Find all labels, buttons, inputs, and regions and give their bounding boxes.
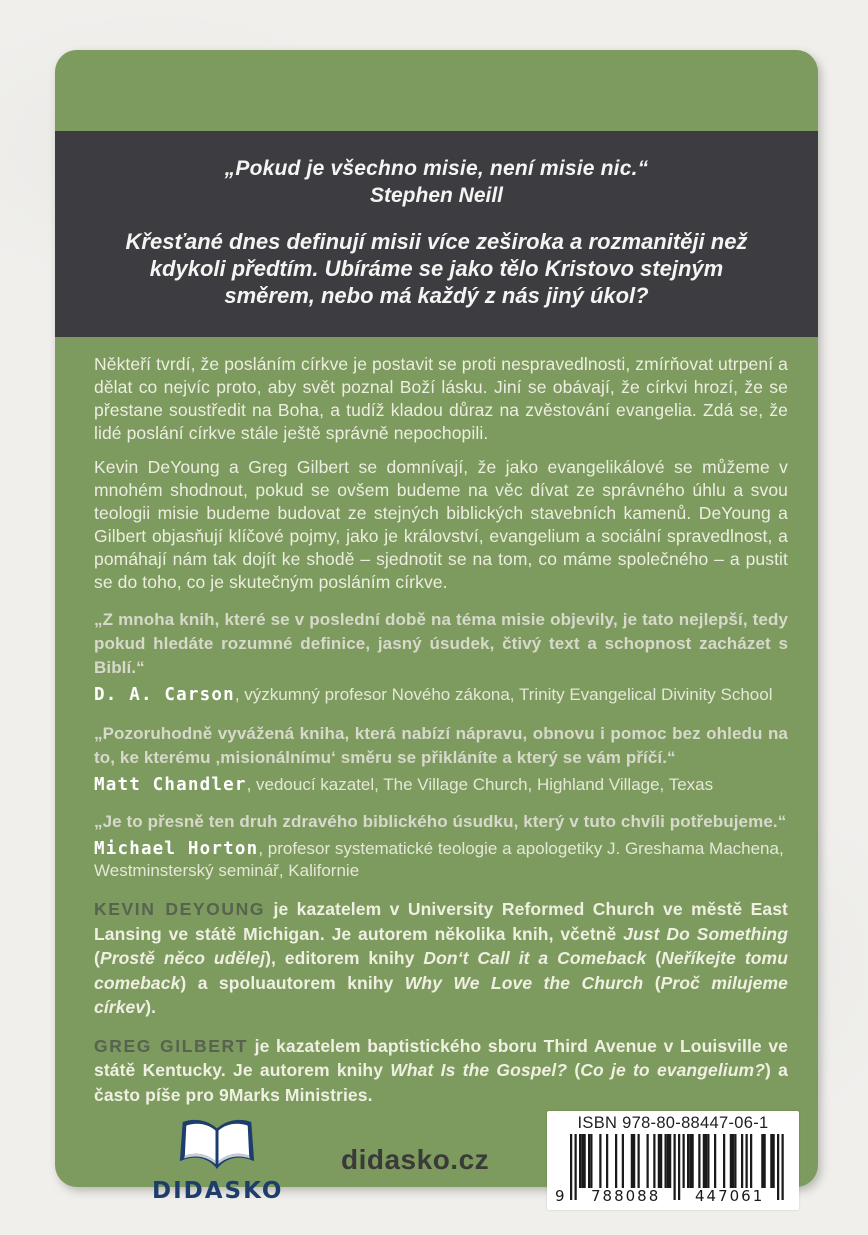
ean-barcode <box>555 1134 791 1206</box>
endorser-name: Matt Chandler <box>94 775 247 795</box>
barcode-digit-group: 788088 <box>591 1187 661 1205</box>
synopsis-paragraph-1: Někteří tvrdí, že posláním církve je postavit se proti nespravedlnosti, zmírňovat utrpení a dělat co nejvíc proto, aby svět poznal Boží lásku. Jiní se obávají, že církvi hrozí, že se přestane soustředit na Boha, a tudíž kladou důraz na zvěstování evangelia. Zdá se, že lidé poslání církve stále ještě správně nepochopili. <box>94 354 788 443</box>
author-bio-text: je kazatelem v University Reformed Church ve městě East Lansing ve státě Michigan. Je autorem několika knih, včetně Just Do Something (Prostě něco udělej), editorem knihy Don‘t Call it a Comeback (Neříkejte tomu comeback) a spoluautorem knihy Why We Love the Church (Proč milujeme církev). <box>94 899 788 1017</box>
author-bio-deyoung <box>94 897 788 1020</box>
endorsement-carson <box>94 608 788 706</box>
publisher-website: didasko.cz <box>341 1144 490 1175</box>
endorser-title: , výzkumný profesor Nového zákona, Trinity Evangelical Divinity School <box>234 685 773 704</box>
tagline-line: kdykoli předtím. Ubíráme se jako tělo Kristovo stejným <box>149 256 724 281</box>
endorsement-horton <box>94 810 788 882</box>
endorsement-chandler <box>94 722 788 796</box>
isbn-number: ISBN 978-80-88447-06-1 <box>577 1114 769 1132</box>
author-bio-gilbert <box>94 1034 788 1108</box>
open-book-icon <box>152 1117 282 1177</box>
endorsement-quote: „Pozoruhodně vyvážená kniha, která nabízí nápravu, obnovu i pomoc bez ohledu na to, ke kterému ‚misionálnímu‘ směru se přikláníte a který se vám příčí.“ <box>94 724 788 767</box>
endorser-name: D. A. Carson <box>94 685 235 705</box>
endorsement-attribution <box>94 838 788 882</box>
cover-body <box>55 353 818 1227</box>
endorser-name: Michael Horton <box>94 839 259 859</box>
header-band <box>55 131 818 337</box>
endorsement-attribution <box>94 774 788 796</box>
author-name: KEVIN DEYOUNG <box>94 899 266 919</box>
endorsement-quote: „Je to přesně ten druh zdravého biblického úsudku, který v tuto chvíli potřebujeme.“ <box>94 812 787 831</box>
epigraph-author: Stephen Neill <box>369 184 504 207</box>
endorsement-quote: „Z mnoha knih, které se v poslední době na téma misie objevily, je tato nejlepší, tedy pokud hledáte rozumné definice, jasný úsudek, čtivý text a schopnost zacházet s Biblí.“ <box>94 610 788 677</box>
tagline-line: Křesťané dnes definují misii více zeširoka a rozmanitěji než <box>125 229 748 254</box>
publisher-wordmark: DIDASKO <box>152 1178 284 1204</box>
cover-tagline <box>55 228 818 309</box>
cover-footer <box>94 1114 788 1227</box>
author-bio-text: je kazatelem baptistického sboru Third Avenue v Louisville ve státě Kentucky. Je autorem knihy What Is the Gospel? (Co je to evangelium?) a často píše pro 9Marks Ministries. <box>94 1035 788 1105</box>
barcode-digit-group: 447061 <box>695 1187 765 1205</box>
isbn-box <box>547 1111 799 1210</box>
endorser-title: , profesor systematické teologie a apologetiky J. Greshama Machena, Westminsterský seminář, Kalifornie <box>94 839 784 880</box>
cover-top-margin <box>55 50 818 131</box>
endorsement-attribution <box>94 684 788 706</box>
author-name: GREG GILBERT <box>94 1035 249 1056</box>
tagline-line: směrem, nebo má každý z nás jiný úkol? <box>224 283 649 308</box>
synopsis-paragraph-2: Kevin DeYoung a Greg Gilbert se domnívají, že jako evangelikálové se můžeme v mnohém shodnout, pokud se ovšem budeme na věc dívat ze správného úhlu a svou teologii misie budeme budovat ze stejných biblických stavebních kamenů. DeYoung a Gilbert objasňují klíčové pojmy, jako je království, evangelium a sociální spravedlnost, a pomáhají nám tak dojít ke shodě – sjednotit se na tom, co máme společného – a pustit se do toho, co je skutečným posláním církve. <box>94 457 788 592</box>
barcode-digit-group: 9 <box>555 1187 567 1205</box>
book-back-cover <box>55 50 818 1205</box>
epigraph-quote: „Pokud je všechno misie, není misie nic.“ <box>224 157 649 180</box>
endorser-title: , vedoucí kazatel, The Village Church, Highland Village, Texas <box>246 775 714 794</box>
publisher-logo <box>152 1117 282 1204</box>
